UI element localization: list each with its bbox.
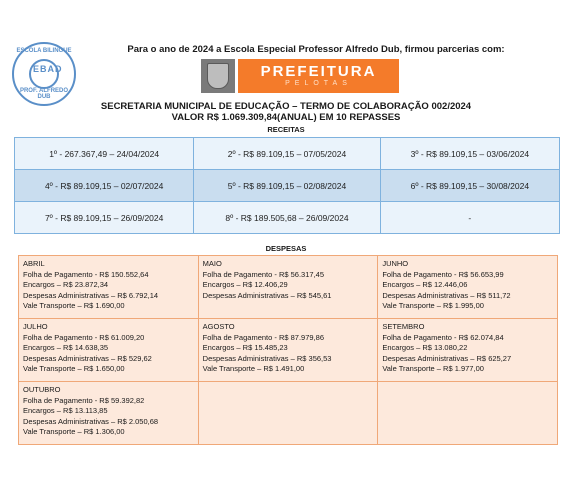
- despesa-admin: Despesas Administrativas – R$ 356,53: [202, 353, 332, 363]
- despesas-table: [18, 255, 558, 445]
- despesa-cell: [378, 256, 558, 319]
- despesa-vale: Vale Transporte – R$ 1.306,00: [23, 427, 125, 437]
- despesa-vale: Vale Transporte – R$ 1.491,00: [202, 364, 305, 374]
- despesa-encargos: Encargos – R$ 12.406,29: [202, 280, 288, 290]
- receita-cell: 8º - R$ 189.505,68 – 26/09/2024: [194, 202, 380, 234]
- despesa-cell: [198, 256, 378, 319]
- despesa-month: JULHO: [23, 322, 48, 331]
- despesas-row: [19, 382, 558, 445]
- receita-cell: 4º - R$ 89.109,15 – 02/07/2024: [15, 170, 194, 202]
- despesa-cell: [19, 319, 199, 382]
- despesa-encargos: Encargos – R$ 12.446,06: [382, 280, 468, 290]
- school-logo-ring-top: ESCOLA BILINGUE: [16, 48, 72, 54]
- receitas-heading: RECEITAS: [267, 125, 305, 134]
- despesa-admin: Despesas Administrativas – R$ 2.050,68: [23, 416, 159, 426]
- despesa-vale: Vale Transporte – R$ 1.977,00: [382, 364, 484, 374]
- title-line-2: VALOR R$ 1.069.309,84(ANUAL) EM 10 REPASSES: [171, 112, 401, 123]
- despesa-month: AGOSTO: [202, 322, 235, 331]
- school-logo-letters: EBAD: [33, 64, 63, 74]
- despesa-folha: Folha de Pagamento - R$ 61.009,20: [23, 332, 145, 342]
- despesa-encargos: Encargos – R$ 15.485,23: [202, 343, 288, 353]
- despesa-encargos: Encargos – R$ 23.872,34: [23, 280, 109, 290]
- title-line-1: SECRETARIA MUNICIPAL DE EDUCAÇÃO – TERMO DE COLABORAÇÃO 002/2024: [100, 101, 472, 112]
- receitas-table: [14, 137, 560, 234]
- despesas-row: [19, 256, 558, 319]
- receitas-row: [15, 138, 560, 170]
- despesa-folha: Folha de Pagamento - R$ 56.317,45: [202, 269, 324, 279]
- despesa-cell: [378, 319, 558, 382]
- despesa-month: ABRIL: [23, 259, 45, 268]
- despesa-cell-empty: [378, 382, 558, 445]
- despesas-heading: DESPESAS: [265, 244, 307, 253]
- prefeitura-band: [238, 59, 399, 93]
- despesa-cell: [19, 382, 199, 445]
- despesa-admin: Despesas Administrativas – R$ 625,27: [382, 353, 512, 363]
- city-crest-icon: [201, 59, 235, 93]
- despesa-encargos: Encargos – R$ 13.080,22: [382, 343, 468, 353]
- intro-text: Para o ano de 2024 a Escola Especial Professor Alfredo Dub, firmou parcerias com:: [127, 44, 505, 55]
- despesa-encargos: Encargos – R$ 14.638,35: [23, 343, 109, 353]
- receita-cell: -: [380, 202, 559, 234]
- despesa-folha: Folha de Pagamento - R$ 56.653,99: [382, 269, 504, 279]
- despesa-cell: [19, 256, 199, 319]
- receita-cell: 7º - R$ 89.109,15 – 26/09/2024: [15, 202, 194, 234]
- despesa-folha: Folha de Pagamento - R$ 59.392,82: [23, 395, 145, 405]
- despesas-row: [19, 319, 558, 382]
- despesa-month: OUTUBRO: [23, 385, 61, 394]
- receita-cell: 5º - R$ 89.109,15 – 02/08/2024: [194, 170, 380, 202]
- despesa-month: SETEMBRO: [382, 322, 425, 331]
- receita-cell: 3º - R$ 89.109,15 – 03/06/2024: [380, 138, 559, 170]
- despesa-cell: [198, 319, 378, 382]
- prefeitura-logo: [201, 59, 399, 93]
- despesa-vale: Vale Transporte – R$ 1.690,00: [23, 301, 125, 311]
- despesa-admin: Despesas Administrativas – R$ 529,62: [23, 353, 152, 363]
- despesa-folha: Folha de Pagamento - R$ 62.074,84: [382, 332, 504, 342]
- prefeitura-name: PREFEITURA: [260, 63, 377, 80]
- prefeitura-city: PELOTAS: [285, 80, 352, 87]
- despesa-cell-empty: [198, 382, 378, 445]
- despesa-folha: Folha de Pagamento - R$ 150.552,64: [23, 269, 149, 279]
- despesa-folha: Folha de Pagamento - R$ 87.979,86: [202, 332, 324, 342]
- despesa-vale: Vale Transporte – R$ 1.650,00: [23, 364, 125, 374]
- receita-cell: 2º - R$ 89.109,15 – 07/05/2024: [194, 138, 380, 170]
- receita-cell: 6º - R$ 89.109,15 – 30/08/2024: [380, 170, 559, 202]
- despesa-encargos: Encargos – R$ 13.113,85: [23, 406, 108, 416]
- receitas-row: [15, 202, 560, 234]
- school-logo-ring-bottom: PROF. ALFREDO DUB: [19, 88, 69, 100]
- receita-cell: 1º - 267.367,49 – 24/04/2024: [15, 138, 194, 170]
- despesa-vale: Vale Transporte – R$ 1.995,00: [382, 301, 484, 311]
- despesa-month: MAIO: [202, 259, 222, 268]
- receitas-row: [15, 170, 560, 202]
- despesa-admin: Despesas Administrativas – R$ 545,61: [202, 290, 332, 300]
- despesa-month: JUNHO: [382, 259, 409, 268]
- despesa-admin: Despesas Administrativas – R$ 6.792,14: [23, 290, 159, 300]
- despesa-admin: Despesas Administrativas – R$ 511,72: [382, 290, 511, 300]
